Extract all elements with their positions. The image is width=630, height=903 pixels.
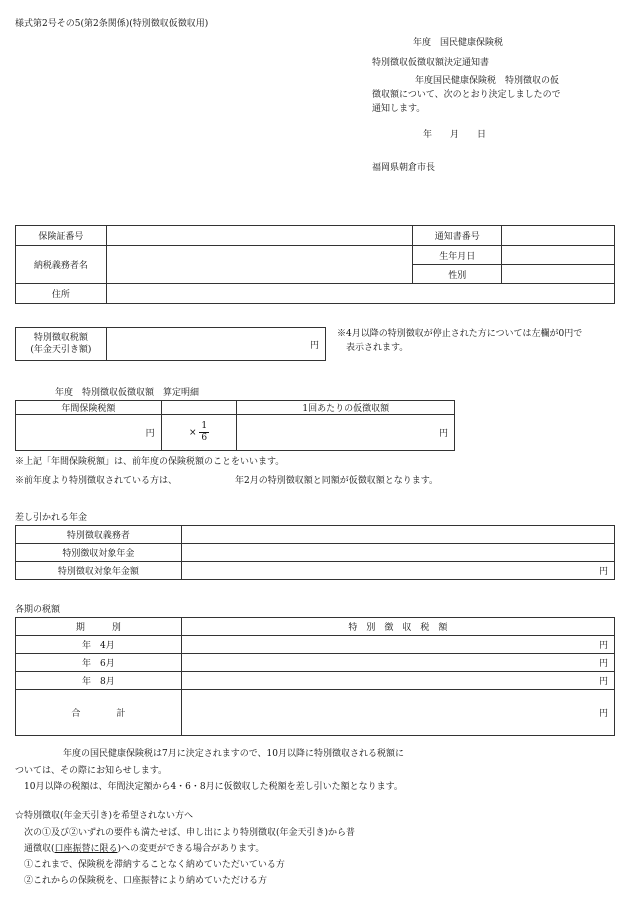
calc-note-1: ※上記「年間保険税額」は、前年度の保険税額のことをいいます。 — [15, 457, 285, 467]
yen-unit: 円 — [309, 340, 319, 351]
footer-line-1: 年度の国民健康保険税は7月に決定されますので、10月以降に特別徴収される税額に — [63, 749, 405, 759]
taxpayer-value — [106, 246, 412, 284]
target-pension-label: 特別徴収対象年金 — [16, 544, 182, 562]
fraction-denominator: 6 — [201, 433, 208, 443]
body-line-1: 年度国民健康保険税 特別徴収の仮 — [415, 76, 560, 86]
pension-title: 差し引かれる年金 — [15, 513, 88, 523]
birth-label: 生年月日 — [413, 246, 502, 265]
address-label: 住所 — [16, 284, 107, 304]
address-value — [106, 284, 614, 304]
tax-amount-label-1: 特別徴収税額 — [33, 333, 88, 343]
withholding-agent-value — [181, 526, 614, 544]
annual-tax-value — [16, 415, 162, 451]
yen-unit: 円 — [438, 429, 448, 439]
yen-unit: 円 — [598, 659, 608, 669]
periods-table — [15, 617, 615, 736]
period-april-label: 年 4月 — [16, 636, 182, 654]
insurance-no-value — [106, 226, 412, 246]
calc-note-2b: 年2月の特別徴収額と同額が仮徴収額となります。 — [235, 476, 439, 486]
body-line-2: 徴収額について、次のとおり決定しましたので — [372, 90, 561, 100]
target-pension-value — [181, 544, 614, 562]
amount-header: 特 別 徴 収 税 額 — [181, 618, 614, 636]
sex-value — [502, 265, 615, 284]
birth-value — [502, 246, 615, 265]
times-symbol: × — [188, 428, 197, 438]
form-label: 様式第2号その5(第2条関係)(特別徴収仮徴収用) — [15, 19, 209, 29]
target-pension-amount-label: 特別徴収対象年金額 — [16, 562, 182, 580]
opt-out-line-2b: )への変更ができる場合があります。 — [117, 844, 265, 854]
period-august-label: 年 8月 — [16, 672, 182, 690]
divide-by-six — [161, 415, 237, 451]
yen-unit: 円 — [598, 709, 608, 719]
insurance-no-label: 保険証番号 — [16, 226, 107, 246]
issuer: 福岡県朝倉市長 — [372, 163, 436, 173]
document-title: 特別徴収仮徴収額決定通知書 — [372, 58, 490, 68]
annual-tax-header: 年間保険税額 — [16, 401, 162, 415]
periods-title: 各期の税額 — [15, 605, 61, 615]
fraction-numerator: 1 — [201, 421, 208, 431]
period-june-label: 年 6月 — [16, 654, 182, 672]
opt-out-line-2a: 通徴収( — [24, 844, 55, 854]
total-label: 合 計 — [16, 690, 182, 736]
period-april-amount — [181, 636, 614, 654]
tax-amount-label — [16, 328, 107, 361]
tax-amount-label-2: (年金天引き額) — [30, 345, 92, 355]
yen-unit: 円 — [598, 641, 608, 651]
info-table — [15, 225, 615, 304]
year-tax-heading: 年度 国民健康保険税 — [413, 38, 504, 48]
blank-header — [161, 401, 237, 415]
opt-out-title: ☆特別徴収(年金天引き)を希望されない方へ — [15, 811, 194, 821]
yen-unit: 円 — [598, 677, 608, 687]
notice-no-label: 通知書番号 — [413, 226, 502, 246]
opt-out-line-1: 次の①及び②いずれの要件も満たせば、申し出により特別徴収(年金天引き)から普 — [24, 828, 356, 838]
bank-transfer-only: 口座振替に限る — [54, 844, 118, 854]
pension-table — [15, 525, 615, 580]
period-june-amount — [181, 654, 614, 672]
per-installment-header: 1回あたりの仮徴収額 — [237, 401, 455, 415]
issue-date: 年 月 日 — [423, 130, 487, 140]
taxpayer-label: 納税義務者名 — [16, 246, 107, 284]
yen-unit: 円 — [598, 567, 608, 577]
calc-title: 年度 特別徴収仮徴収額 算定明細 — [55, 388, 200, 398]
tax-note-2: 表示されます。 — [346, 343, 409, 353]
opt-out-line-2 — [24, 841, 264, 854]
calc-note-2a: ※前年度より特別徴収されている方は、 — [15, 476, 178, 486]
sex-label: 性別 — [413, 265, 502, 284]
calc-table — [15, 400, 455, 451]
yen-unit: 円 — [145, 429, 155, 439]
period-header: 期 別 — [16, 618, 182, 636]
period-august-amount — [181, 672, 614, 690]
tax-amount-table — [15, 327, 326, 361]
footer-line-2: ついては、その際にお知らせします。 — [15, 766, 168, 776]
total-amount — [181, 690, 614, 736]
withholding-agent-label: 特別徴収義務者 — [16, 526, 182, 544]
per-installment-value — [237, 415, 455, 451]
fraction — [199, 421, 209, 444]
tax-amount-value — [106, 328, 325, 361]
tax-note-1: ※4月以降の特別徴収が停止された方については左欄が0円で — [337, 329, 583, 339]
body-line-3: 通知します。 — [372, 104, 426, 114]
requirement-1: ①これまで、保険税を滞納することなく納めていただいている方 — [24, 860, 285, 870]
footer-line-3: 10月以降の税額は、年間決定額から4・6・8月に仮徴収した税額を差し引いた額となります。 — [24, 782, 403, 792]
requirement-2: ②これからの保険税を、口座振替により納めていただける方 — [24, 876, 268, 886]
notice-no-value — [502, 226, 615, 246]
target-pension-amount-value — [181, 562, 614, 580]
